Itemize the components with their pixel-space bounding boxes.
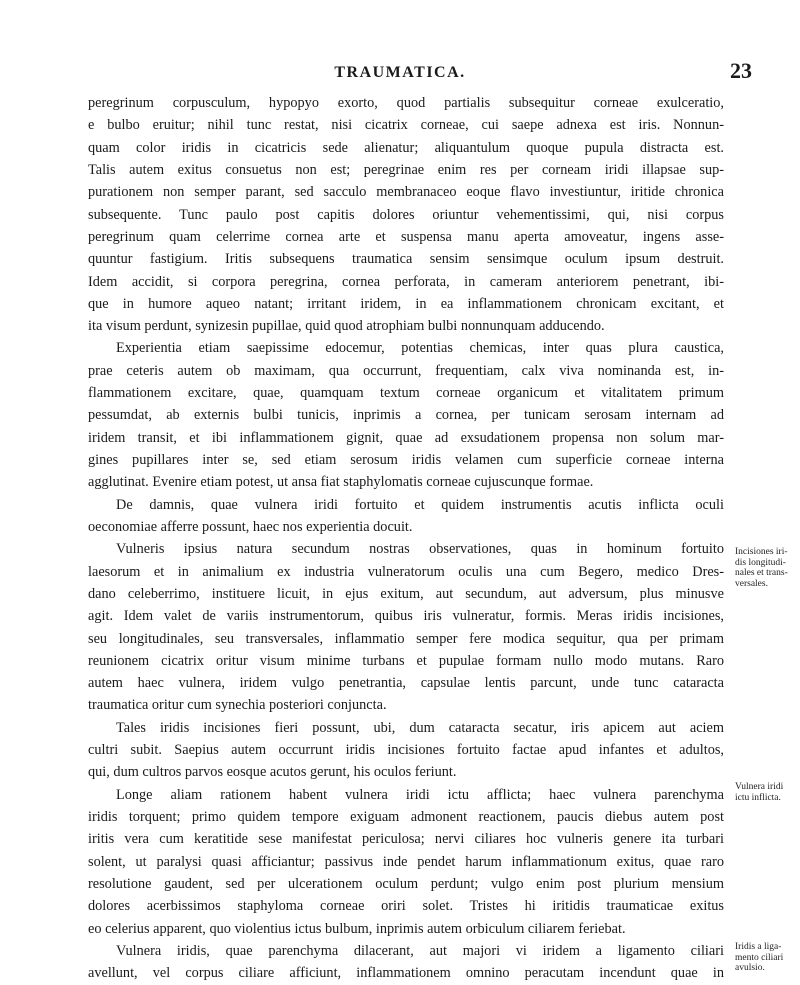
paragraph-start-line: Vulnera iridis, quae parenchyma dilacerant, aut majori vi iridem a ligamento ciliari <box>116 942 724 959</box>
text-line: autem haec vulnera, iridem vulgo penetrantia, capsulae lentis parcunt, unde tunc cataracta <box>88 675 724 692</box>
margin-note-incisiones <box>735 547 799 589</box>
text-line: avellunt, vel corpus ciliare afficiunt, inflammationem omnino peracutam incendunt quae in <box>88 965 724 982</box>
text-line: oeconomiae afferre possunt, haec nos experientia docuit. <box>88 518 413 535</box>
text-line: eo celerius apparent, quo violentius ictus bulbum, inprimis autem orbiculum ciliarem feriebat. <box>88 920 626 937</box>
text-line: que in humore aqueo natant; irritant iridem, in ea inflammationem chronicam excitant, et <box>88 295 724 312</box>
text-line: dolores acerbissimos staphyloma corneae oriri solet. Tristes hi iritidis traumaticae exitus <box>88 898 724 915</box>
text-line: quam color iridis in cicatricis sede alienatur; aliquantulum quoque pupula distracta est. <box>88 139 724 156</box>
paragraph-start-line: Experientia etiam saepissime edocemur, potentias chemicas, inter quas plura caustica, <box>116 340 724 357</box>
text-line: ita visum perdunt, synizesin pupillae, quid quod atrophiam bulbi nonnunquam adducendo. <box>88 318 605 335</box>
text-line: dano celeberrimo, instituere licuit, in ejus exitum, aut secundum, aut adversum, plus minusve <box>88 585 724 602</box>
text-line: peregrinum quam celerrime cornea arte et suspensa manu aperta amoveatur, ingens asse- <box>88 228 724 245</box>
running-title: TRAUMATICA. <box>334 64 466 81</box>
text-line: peregrinum corpusculum, hypopyo exorto, quod partialis subsequitur corneae exulceratio, <box>88 95 724 111</box>
margin-note-line: ictu inflicta. <box>735 792 781 803</box>
margin-note-line: Vulnera iridi <box>735 782 784 792</box>
margin-note-line: Incisiones iri- <box>735 547 788 557</box>
margin-note-line: nales et trans- <box>735 568 788 578</box>
text-line: prae ceteris autem ob maximam, qua occurrunt, frequentiam, calx viva nominanda est, in- <box>88 362 724 379</box>
paragraph-start-line: De damnis, quae vulnera iridi fortuito et quidem instrumentis acutis inflicta oculi <box>116 496 724 513</box>
margin-note-line: versales. <box>735 578 768 589</box>
text-line: Talis autem exitus consuetus non est; peregrinae enim res per corneam iridi illapsae sup- <box>88 161 724 178</box>
text-line: gines pupillares inter se, sed etiam serosum iridis velamen cum superficie corneae interna <box>88 452 724 468</box>
text-line: laesorum et in animalium ex industria vulneratorum oculis una cum Begero, medico Dres- <box>88 563 724 580</box>
text-line: subsequente. Tunc paulo post capitis dolores oriuntur vehementissimi, qui, nisi corpus <box>88 206 724 223</box>
margin-note-line: mento ciliari <box>735 952 784 963</box>
margin-note-line: avulsio. <box>735 963 765 973</box>
text-line: reunionem cicatrix oritur visum minime turbans et pupulae formam nullo modo mutans. Raro <box>88 652 724 669</box>
text-line: agglutinat. Evenire etiam potest, ut ansa fiat staphylomatis corneae cujuscunque formae. <box>88 474 594 491</box>
text-line: agit. Idem valet de variis instrumentorum, quibus iris vulneratur, formis. Meras iridis incisiones, <box>88 608 724 625</box>
text-line: iritis vera cum keratitide sese manifestat periculosa; nervi ciliares hoc vulneris genere ita turbari <box>88 831 724 848</box>
margin-note-line: dis longitudi- <box>735 557 786 568</box>
text-line: iridem transit, et ibi inflammationem gignit, quae ad exsudationem propensa non solum mar- <box>88 429 724 446</box>
paragraph-start-line: Vulneris ipsius natura secundum nostras observationes, quas in hominum fortuito <box>116 541 724 558</box>
page-number: 23 <box>730 58 752 83</box>
text-line: quuntur fastigium. Iritis subsequens traumatica sensim sensimque oculum ipsum destruit. <box>88 251 724 268</box>
text-line: Idem accidit, si corpora peregrina, cornea perforata, in cameram anteriorem penetrant, ibi- <box>88 273 724 290</box>
text-line: traumatica oritur cum synechia posteriori conjuncta. <box>88 697 387 714</box>
page-header <box>0 58 800 88</box>
text-line: solent, ut paralysi quasi afficiantur; passivus inde pendet harum inflammationum exitus, quae raro <box>88 853 724 870</box>
margin-note-vulnera-ictu <box>735 782 799 803</box>
text-line: cultri subit. Saepius autem occurrunt iridis incisiones fortuito factae apud infantes et adultos, <box>88 742 724 759</box>
text-line: purationem non semper parant, sed sacculo membranaceo eoque flavo investiuntur, iritide chronica <box>88 184 724 201</box>
paragraph-start-line: Longe aliam rationem habent vulnera iridi ictu afflicta; haec vulnera parenchyma <box>116 786 724 803</box>
margin-note-line: Iridis a liga- <box>735 942 782 952</box>
text-line: qui, dum cultros parvos eosque acutos gerunt, his oculos feriunt. <box>88 764 457 781</box>
text-line: e bulbo eruitur; nihil tunc restat, nisi cicatrix corneae, cui saepe adnexa est iris. Nonnun- <box>88 117 724 134</box>
text-line: seu longitudinales, seu transversales, inflammatio semper fere modica sequitur, qua per primam <box>88 630 724 647</box>
text-line: iridis torquent; primo quidem tempore exiguam admonent reactionem, paucis diebus autem post <box>88 809 724 825</box>
paragraph-start-line: Tales iridis incisiones fieri possunt, ubi, dum cataracta secatur, iris apicem aut aciem <box>116 719 724 736</box>
text-line: pessumdat, ab externis bulbi tunicis, inprimis a cornea, per tunicam serosam internam ad <box>88 407 724 424</box>
body-text <box>88 92 724 985</box>
text-line: flammationem excitare, quae, quamquam textum corneae organicum et vitalitatem primum <box>88 385 724 402</box>
margin-note-iridis-avulsio <box>735 942 799 974</box>
text-line: resolutione gaudent, sed per ulcerationem oculum perdunt; vulgo enim post plurium mensium <box>88 875 724 892</box>
